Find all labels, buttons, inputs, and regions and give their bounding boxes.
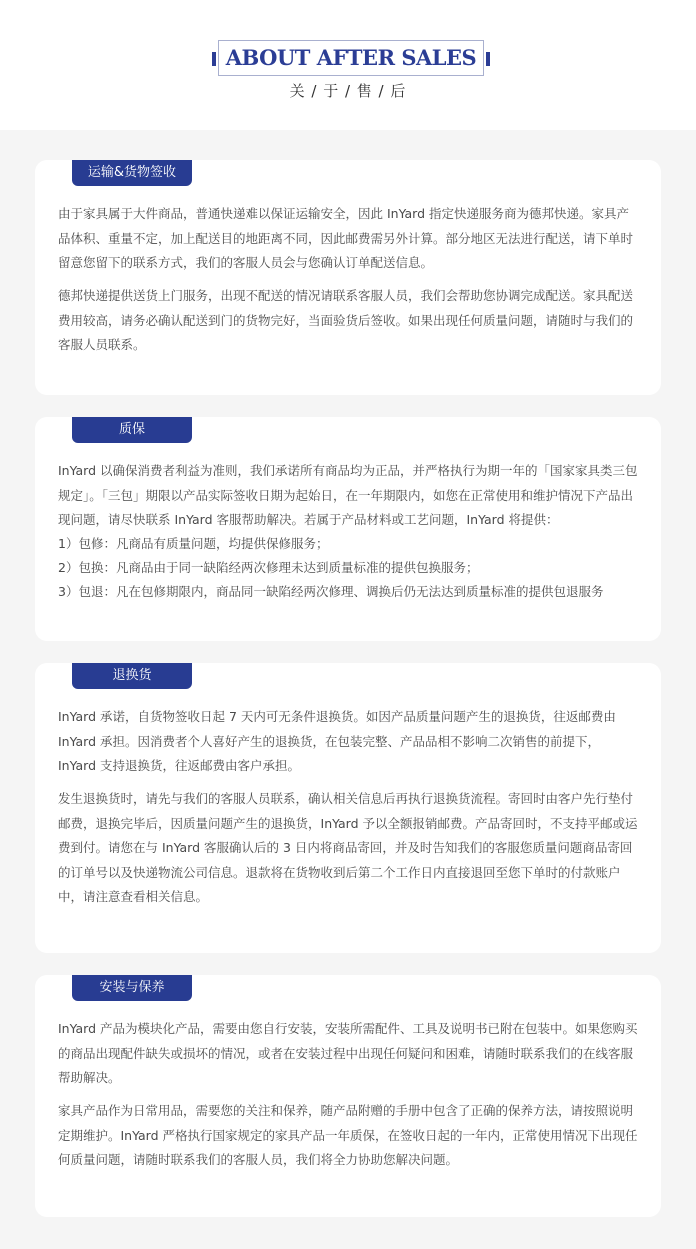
section-shipping-tab: 运输&货物签收: [72, 160, 192, 186]
section-warranty-tab: 质保: [72, 417, 192, 443]
section-returns-card: [35, 663, 661, 953]
section-shipping-paragraph-2: 德邦快递提供送货上门服务，出现不配送的情况请联系客服人员，我们会帮助您协调完成配送。家具配送费用较高，请务必确认配送到门的货物完好，当面验货后签收。如果出现任何质量问题，请随时与我们的客服人员联系。: [58, 288, 634, 352]
header-banner: [0, 0, 696, 130]
section-warranty-item-2: 2）包换：凡商品由于同一缺陷经两次修理未达到质量标准的提供包换服务；: [58, 560, 479, 575]
section-installation-paragraph-1: InYard 产品为模块化产品，需要由您自行安装，安装所需配件、工具及说明书已附在包装中。如果您购买的商品出现配件缺失或损坏的情况，或者在安装过程中出现任何疑问和困难，请随时联系我们的在线客服帮助解决。: [58, 1021, 638, 1085]
section-warranty-card: [35, 417, 661, 641]
page-subtitle: 关 / 于 / 售 / 后: [289, 82, 407, 100]
section-warranty-paragraph-1: InYard 以确保消费者利益为准则，我们承诺所有商品均为正品，并严格执行为期一年的「国家家具类三包规定」。「三包」期限以产品实际签收日期为起始日，在一年期限内，如您在正常使用和维护情况下产品出现问题，请尽快联系 InYard 客服帮助解决。若属于产品材料或工艺问题，InYard 将提供：: [58, 463, 638, 527]
section-warranty-item-1: 1）包修：凡商品有质量问题，均提供保修服务；: [58, 536, 329, 551]
section-shipping-paragraph-1: 由于家具属于大件商品，普通快递难以保证运输安全，因此 InYard 指定快递服务商为德邦快递。家具产品体积、重量不定，加上配送目的地距离不同，因此邮费需另外计算。部分地区无法进行配送，请下单时留意您留下的联系方式，我们的客服人员会与您确认订单配送信息。: [58, 206, 634, 270]
section-installation-card: [35, 975, 661, 1217]
section-installation-tab: 安装与保养: [72, 975, 192, 1001]
section-returns-paragraph-1: InYard 承诺，自货物签收日起 7 天内可无条件退换货。如因产品质量问题产生的退换货，往返邮费由 InYard 承担。因消费者个人喜好产生的退换货，在包装完整、产品品相不影响二次销售的前提下，InYard 支持退换货，往返邮费由客户承担。: [58, 709, 616, 773]
title-frame: [218, 40, 484, 76]
section-returns-tab: 退换货: [72, 663, 192, 689]
title-left-accent: [212, 52, 216, 66]
title-right-accent: [486, 52, 490, 66]
section-installation-paragraph-2: 家具产品作为日常用品，需要您的关注和保养，随产品附赠的手册中包含了正确的保养方法，请按照说明定期维护。InYard 严格执行国家规定的家具产品一年质保，在签收日起的一年内，正常使用情况下出现任何质量问题，请随时联系我们的客服人员，我们将全力协助您解决问题。: [58, 1103, 638, 1167]
section-warranty-item-3: 3）包退：凡在包修期限内，商品同一缺陷经两次修理、调换后仍无法达到质量标准的提供包退服务: [58, 584, 604, 599]
section-shipping-card: [35, 160, 661, 395]
section-returns-paragraph-2: 发生退换货时，请先与我们的客服人员联系，确认相关信息后再执行退换货流程。寄回时由客户先行垫付邮费，退换完毕后，因质量问题产生的退换货，InYard 予以全额报销邮费。产品寄回时，不支持平邮或运费到付。请您在与 InYard 客服确认后的 3 日内将商品寄回，并及时告知我们的客服您质量问题商品寄回的订单号以及快递物流公司信息。退款将在货物收到后第二个工作日内直接退回至您下单时的付款账户中，请注意查看相关信息。: [58, 791, 638, 904]
page-title: ABOUT AFTER SALES: [225, 45, 477, 70]
